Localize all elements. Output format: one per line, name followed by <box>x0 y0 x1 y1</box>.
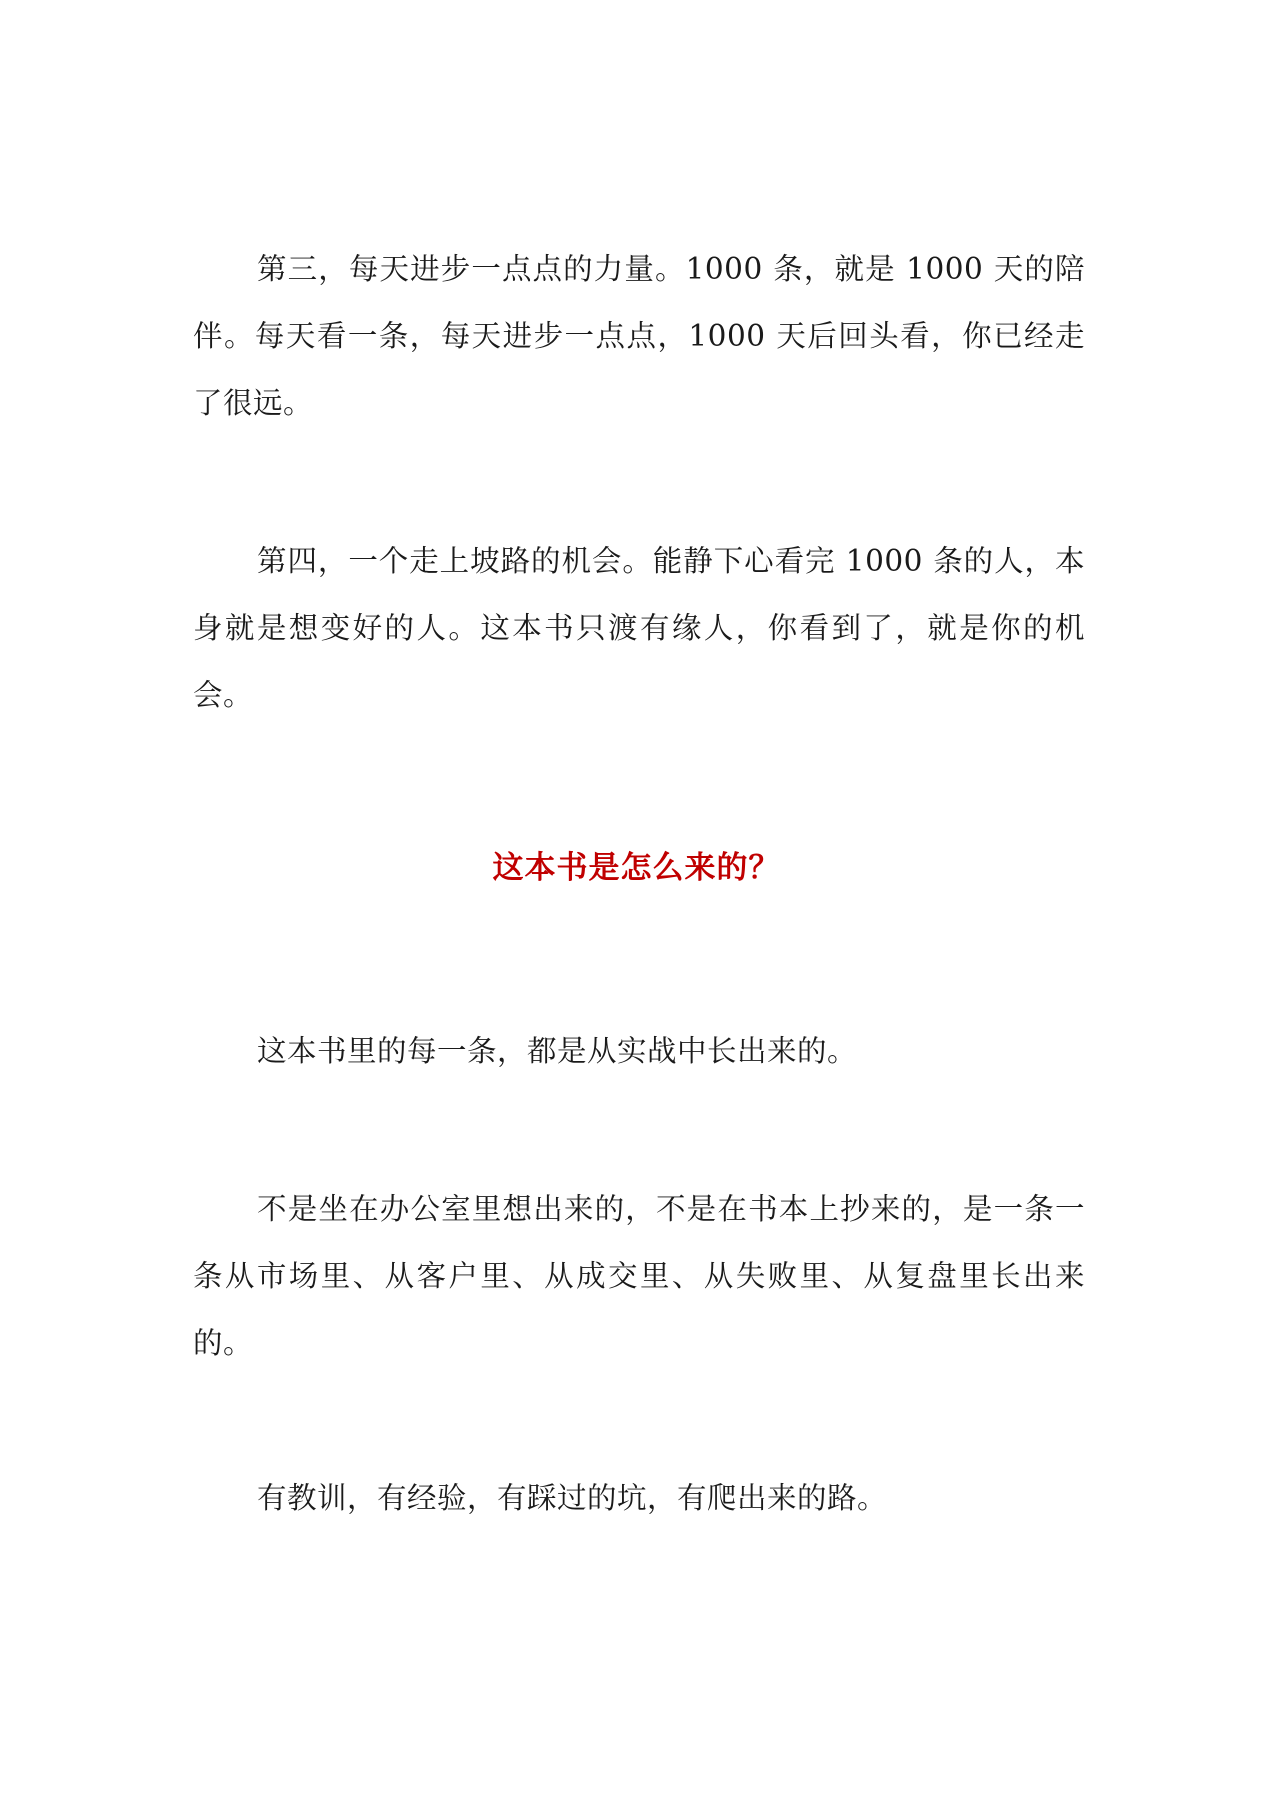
paragraph-origin-lessons: 有教训，有经验，有踩过的坑，有爬出来的路。 <box>257 1481 888 1515</box>
paragraph-origin-intro: 这本书里的每一条，都是从实战中长出来的。 <box>257 1034 858 1068</box>
paragraph-origin-detail: 不是坐在办公室里想出来的，不是在书本上抄来的，是一条一条从市场里、从客户里、从成交里、从失败里、从复盘里长出来的。 <box>193 1192 1085 1360</box>
paragraph-third-point: 第三，每天进步一点点的力量。1000 条，就是 1000 天的陪伴。每天看一条，每天进步一点点，1000 天后回头看，你已经走了很远。 <box>193 252 1085 420</box>
paragraph-fourth-point: 第四，一个走上坡路的机会。能静下心看完 1000 条的人，本身就是想变好的人。这本书只渡有缘人，你看到了，就是你的机会。 <box>193 544 1085 712</box>
section-heading: 这本书是怎么来的？ <box>492 850 781 886</box>
